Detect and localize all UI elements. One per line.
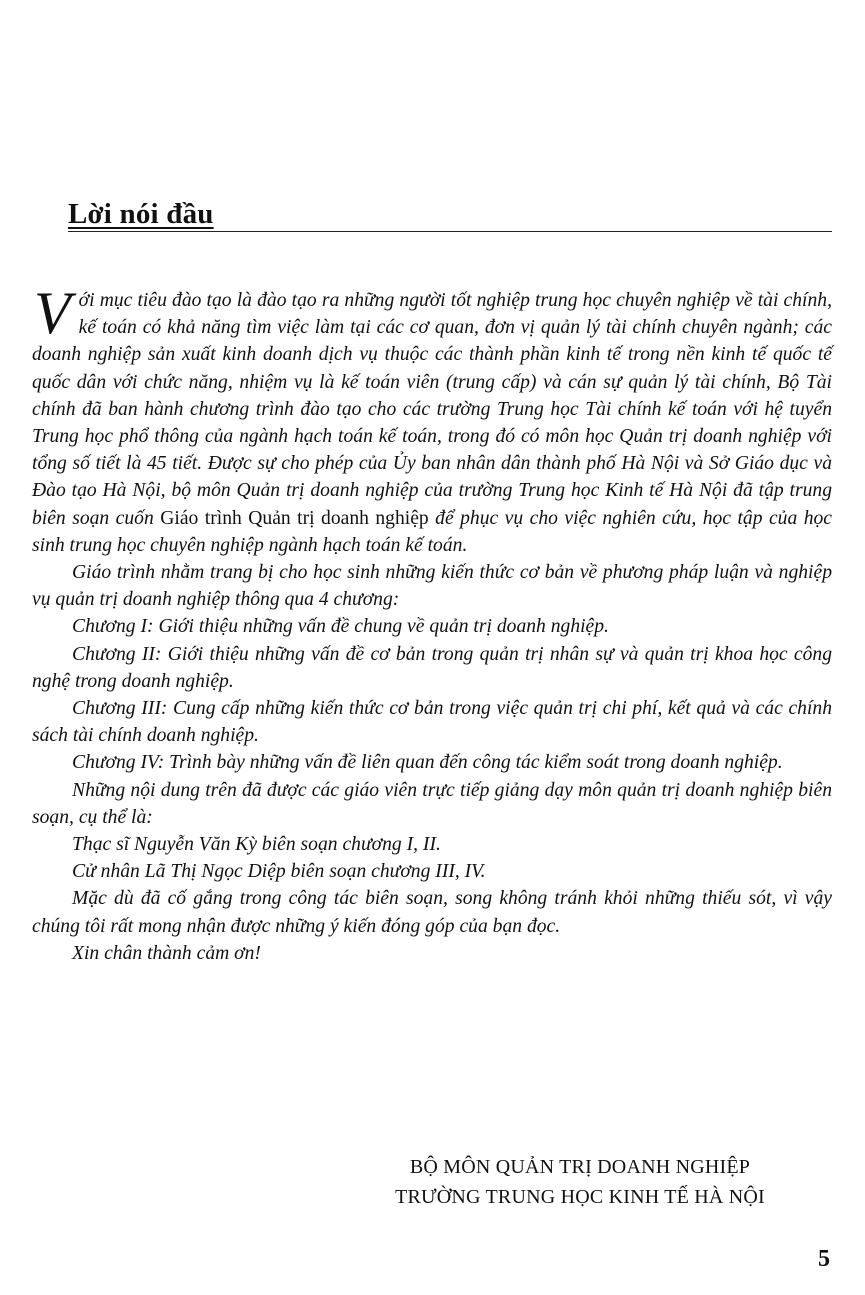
signature-department: BỘ MÔN QUẢN TRỊ DOANH NGHIỆP [409, 1156, 751, 1178]
paragraph-chapter-3: Chương III: Cung cấp những kiến thức cơ bản trong việc quản trị chi phí, kết quả và các chính sách tài chính doanh nghiệp. [32, 698, 832, 747]
paragraph-feedback: Mặc dù đã cố gắng trong công tác biên soạn, song không tránh khỏi những thiếu sót, vì vậy chúng tôi rất mong nhận được những ý kiến đóng góp của bạn đọc. [32, 888, 832, 937]
paragraph-chapter-4: Chương IV: Trình bày những vấn đề liên quan đến công tác kiểm soát trong doanh nghiệp. [72, 752, 783, 774]
paragraph-chapter-2: Chương II: Giới thiệu những vấn đề cơ bản trong quản trị nhân sự và quản trị khoa học công nghệ trong doanh nghiệp. [32, 643, 832, 692]
paragraph-author-1: Thạc sĩ Nguyễn Văn Kỳ biên soạn chương I, II. [72, 834, 441, 856]
intro-text-part1: ới mục tiêu đào tạo là đào tạo ra những người tốt nghiệp trung học chuyên nghiệp về tài chính, kế toán có khả năng tìm việc làm tại các cơ quan, đơn vị quản lý tài chính chuyên ngành; các doanh nghiệp sản xuất kinh doanh dịch vụ thuộc các thành phần kinh tế trong nền kinh tế quốc tế quốc dân với chức năng, nhiệm vụ là kế toán viên (trung cấp) và cán sự quản lý tài chính, Bộ Tài chính đã ban hành chương trình đào tạo cho các trường Trung học Tài chính kế toán với hệ tuyển Trung học phổ thông của ngành hạch toán kế toán, trong đó có môn học Quản trị doanh nghiệp với tổng số tiết là 45 tiết. Được sự cho phép của Ủy ban nhân dân thành phố Hà Nội và Sở Giáo dục và Đào tạo Hà Nội, bộ môn Quản trị doanh nghiệp của trường Trung học Kinh tế Hà Nội đã tập trung biên soạn cuốn [32, 290, 832, 529]
page-number: 5 [818, 1246, 830, 1272]
paragraph-authors-intro: Những nội dung trên đã được các giáo viên trực tiếp giảng dạy môn quản trị doanh nghiệp biên soạn, cụ thể là: [32, 779, 832, 828]
book-title: Giáo trình Quản trị doanh nghiệp [160, 507, 429, 529]
paragraph-thanks: Xin chân thành cảm ơn! [72, 942, 261, 964]
intro-paragraph [32, 280, 832, 559]
paragraph-chapter-1: Chương I: Giới thiệu những vấn đề chung về quản trị doanh nghiệp. [72, 616, 609, 638]
paragraph-overview: Giáo trình nhằm trang bị cho học sinh những kiến thức cơ bản về phương pháp luận và nghiệp vụ quản trị doanh nghiệp thông qua 4 chương: [32, 562, 832, 611]
page-title: Lời nói đầu [68, 198, 214, 230]
preface-body [32, 280, 832, 967]
intro-text-part2: để phục vụ cho việc nghiên cứu, học tập của học sinh trung học chuyên nghiệp ngành hạch toán kế toán. [32, 507, 832, 556]
paragraph-author-2: Cử nhân Lã Thị Ngọc Diệp biên soạn chương III, IV. [72, 861, 486, 883]
title-rule [68, 231, 832, 232]
signature-school: TRƯỜNG TRUNG HỌC KINH TẾ HÀ NỘI [395, 1186, 765, 1208]
signature-block [330, 1152, 830, 1212]
drop-cap: V [34, 280, 71, 346]
